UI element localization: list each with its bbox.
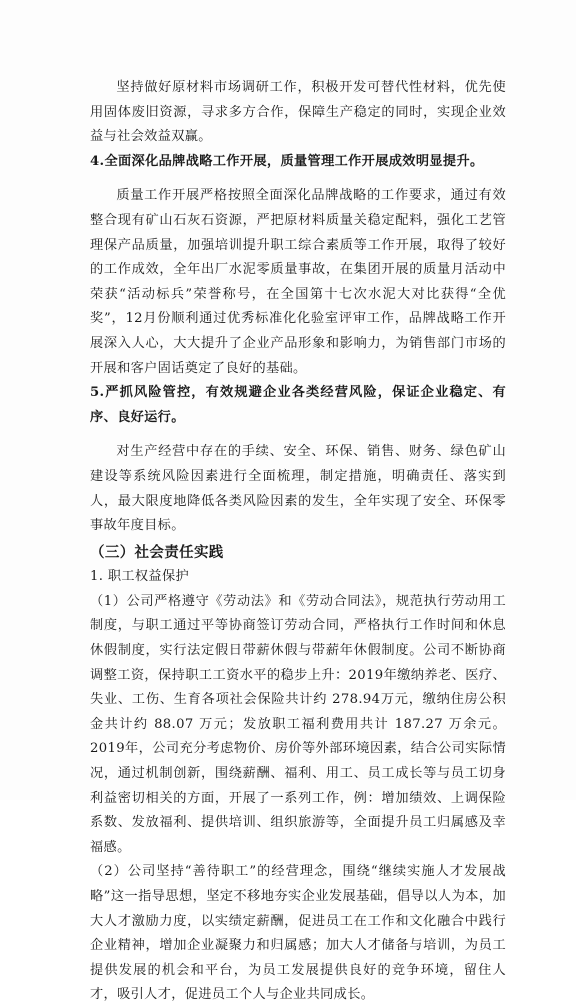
paragraph-raw-materials: 坚持做好原材料市场调研工作，积极开发可替代性材料，优先使用固体废旧资源，寻求多方合作，保障生产稳定的同时，实现企业效益与社会效益双赢。 <box>90 80 506 145</box>
paragraph-risk-factors: 对生产经营中存在的手续、安全、环保、销售、财务、绿色矿山建设等系统风险因素进行全面梳理，制定措施，明确责任、落实到人，最大限度地降低各类风险因素的发生，全年实现了安全、环保零事故年度目标。 <box>90 444 506 534</box>
subsection-title-employee-rights: 1. 职工权益保护 <box>90 569 190 585</box>
heading-brand-strategy: 4.全面深化品牌战略工作开展，质量管理工作开展成效明显提升。 <box>90 153 484 169</box>
paragraph-talent-strategy: （2）公司坚持“善待职工”的经营理念，围绕“继续实施人才发展战略”这一指导思想，坚定不移地夯实企业发展基础，倡导以人为本，加大人才激励力度，以实绩定薪酬，促进员工在工作和文化融合中践行企业精神，增加企业凝聚力和归属感；加大人才储备与培训，为员工提供发展的机会和平台，为员工发展提供良好的竞争环境，留住人才，吸引人才，促进员工个人与企业共同成长。 <box>90 864 506 1003</box>
paragraph-labor-law: （1）公司严格遵守《劳动法》和《劳动合同法》，规范执行劳动用工制度，与职工通过平等协商签订劳动合同，严格执行工作时间和休息休假制度，实行法定假日带薪休假与带薪年休假制度。公司不断协商调整工资，保持职工工资水平的稳步上升：2019年缴纳养老、医疗、失业、工伤、生育各项社会保险共计约 278.94万元，缴纳住房公积金共计约 88.07 万元；发放职工福利费用共计 187.27 万余元。2019年，公司充分考虑物价、房价等外部环境因素，结合公司实际情况，通过机制创新，围绕薪酬、福利、用工、员工成长等与员工切身利益密切相关的方面，开展了一系列工作，例：增加绩效、上调保险系数、发放福利、提供培训、组织旅游等，全面提升员工归属感及幸福感。 <box>90 593 506 855</box>
section-title-social-responsibility: （三）社会责任实践 <box>90 543 224 561</box>
paragraph-quality-work: 质量工作开展严格按照全面深化品牌战略的工作要求，通过有效整合现有矿山石灰石资源，严把原材料质量关稳定配料，强化工艺管理保产品质量，加强培训提升职工综合素质等工作开展，取得了较好的工作成效，全年出厂水泥零质量事故，在集团开展的质量月活动中荣获“活动标兵”荣誉称号，在全国第十七次水泥大对比获得“全优奖”，12月份顺利通过优秀标准化化验室评审工作，品牌战略工作开展深入人心，大大提升了企业产品形象和影响力，为销售部门市场的开展和客户固话奠定了良好的基础。 <box>90 188 506 376</box>
heading-risk-control: 5.严抓风险管控，有效规避企业各类经营风险，保证企业稳定、有序、良好运行。 <box>90 385 506 425</box>
